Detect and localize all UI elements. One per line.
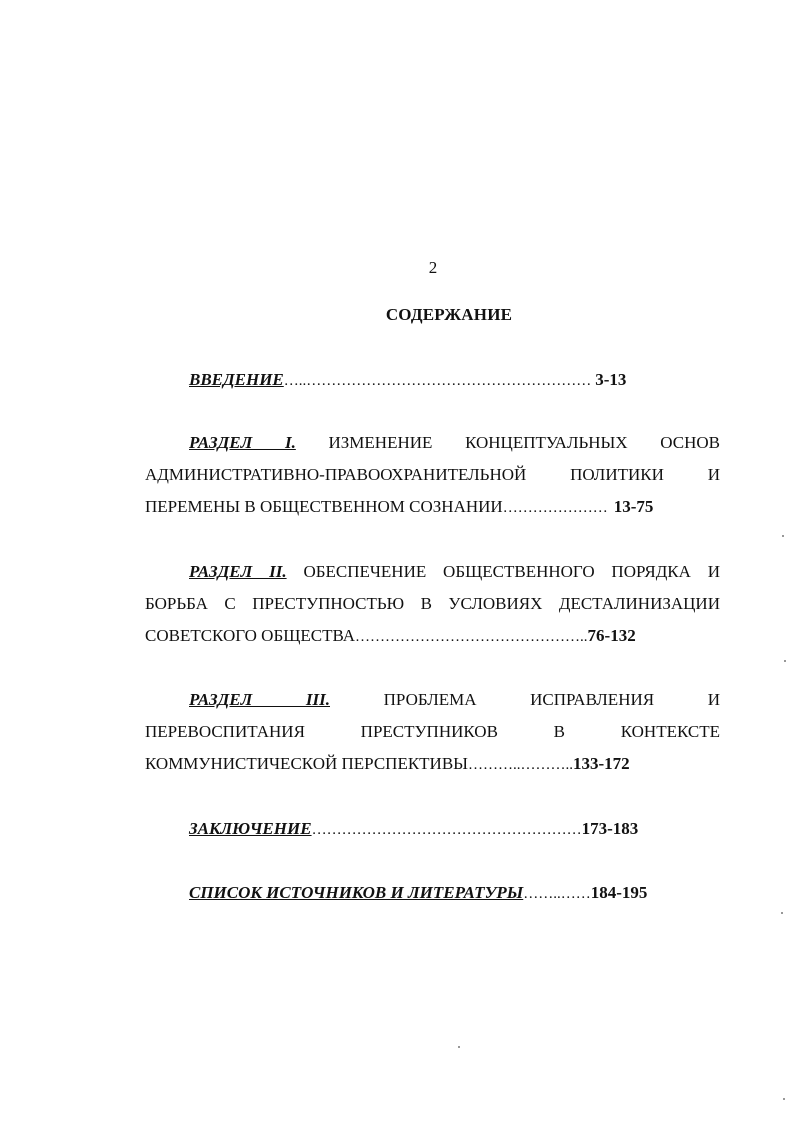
entry-label: СПИСОК ИСТОЧНИКОВ И ЛИТЕРАТУРЫ (189, 883, 524, 902)
entry-label: ВВЕДЕНИЕ (189, 370, 284, 389)
scan-speck (784, 660, 786, 662)
toc-entry-bibliography (145, 877, 720, 909)
entry-text: ОБЕСПЕЧЕНИЕ ОБЩЕСТВЕННОГО ПОРЯДКА И (303, 562, 720, 581)
toc-line (145, 877, 720, 909)
toc-line (145, 364, 720, 396)
toc-entry-section-1 (145, 427, 720, 523)
toc-line (145, 427, 720, 459)
page-range: 3-13 (595, 370, 627, 389)
scan-speck (783, 1098, 785, 1100)
leader-dots: ……………………………………………… (311, 822, 582, 838)
toc-line (145, 748, 720, 780)
entry-label: РАЗДЕЛ III. (189, 690, 330, 709)
leader-dots: ……………………………………….. (355, 629, 588, 645)
entry-text: ИЗМЕНЕНИЕ КОНЦЕПТУАЛЬНЫХ ОСНОВ (328, 433, 720, 452)
toc-entry-conclusion (145, 813, 720, 845)
leader-dots: …..………………………………………………… (283, 373, 592, 389)
leader-dots: ……..…… (523, 886, 591, 902)
toc-line (145, 813, 720, 845)
entry-text: СОВЕТСКОГО ОБЩЕСТВА (145, 626, 356, 645)
toc-entry-section-3 (145, 684, 720, 780)
toc-title: СОДЕРЖАНИЕ (385, 305, 513, 324)
page-range: 184-195 (590, 883, 648, 902)
toc-entry-introduction (145, 364, 720, 396)
entry-label: РАЗДЕЛ II. (189, 562, 287, 581)
toc-line (145, 556, 720, 588)
toc-line (145, 684, 720, 716)
entry-label: ЗАКЛЮЧЕНИЕ (189, 819, 312, 838)
toc-line (145, 620, 720, 652)
page-range: 76-132 (587, 626, 636, 645)
page-range: 133-172 (573, 754, 630, 773)
entry-text: ПЕРЕМЕНЫ В ОБЩЕСТВЕННОМ СОЗНАНИИ (145, 497, 503, 516)
leader-dots: ………………… (502, 500, 608, 516)
toc-line: АДМИНИСТРАТИВНО-ПРАВООХРАНИТЕЛЬНОЙ ПОЛИТИКИ И (145, 465, 720, 484)
scan-speck (458, 1046, 460, 1048)
toc-entry-section-2 (145, 556, 720, 652)
page-range: 13-75 (613, 497, 654, 516)
scan-speck (782, 535, 784, 537)
toc-line: БОРЬБА С ПРЕСТУПНОСТЬЮ В УСЛОВИЯХ ДЕСТАЛИНИЗАЦИИ (145, 594, 720, 613)
page-number: 2 (428, 258, 438, 277)
leader-dots: ………..……….. (468, 757, 573, 773)
entry-label: РАЗДЕЛ I. (189, 433, 296, 452)
entry-text: ПРОБЛЕМА ИСПРАВЛЕНИЯ И (383, 690, 720, 709)
page-range: 173-183 (581, 819, 639, 838)
toc-line (145, 491, 720, 523)
toc-line: ПЕРЕВОСПИТАНИЯ ПРЕСТУПНИКОВ В КОНТЕКСТЕ (145, 722, 720, 741)
scan-speck (781, 912, 783, 914)
entry-text: КОММУНИСТИЧЕСКОЙ ПЕРСПЕКТИВЫ (145, 754, 468, 773)
